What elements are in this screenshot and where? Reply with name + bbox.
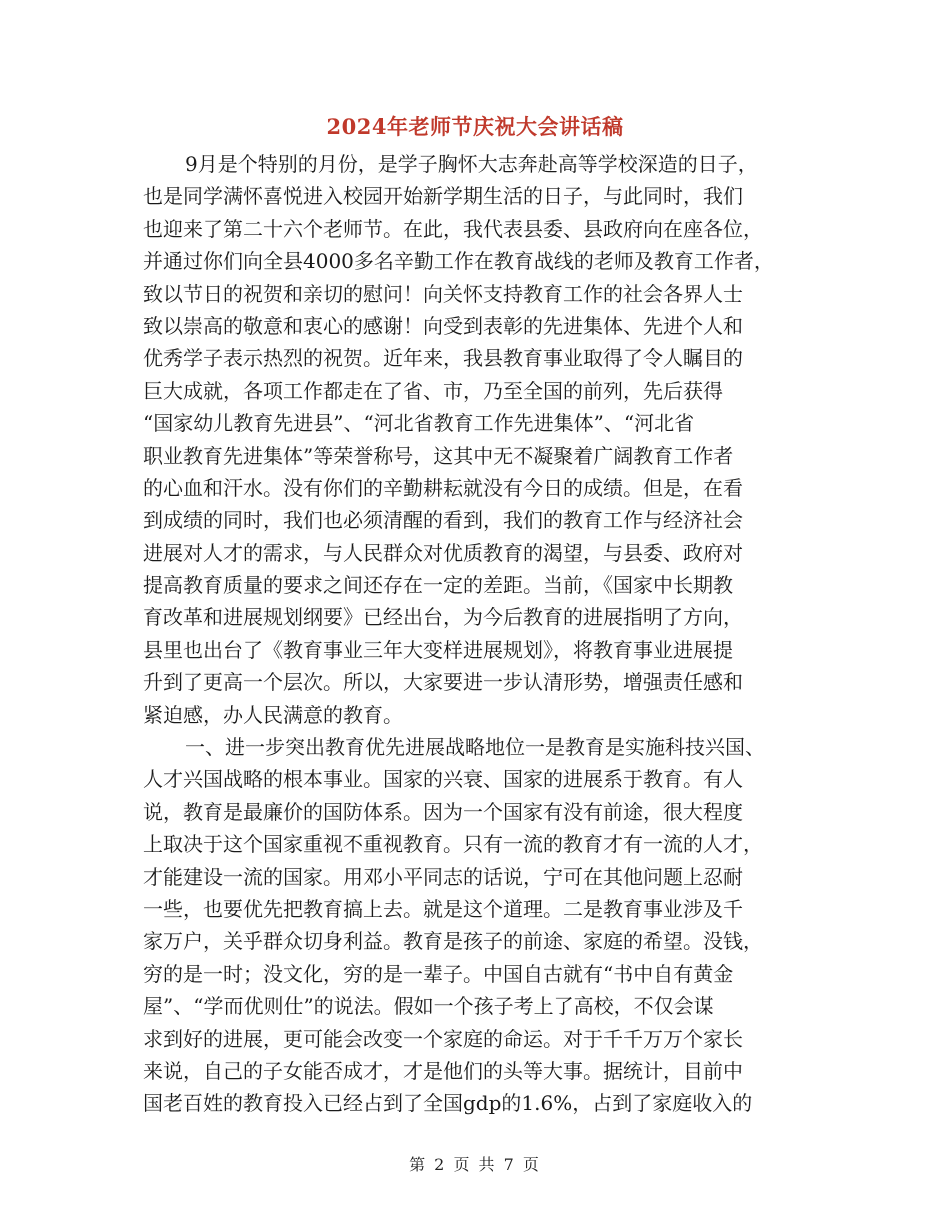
paragraph-line: 一些，也要优先把教育搞上去。就是这个道理。二是教育事业涉及千	[143, 896, 743, 921]
paragraph-line: 求到好的进展，更可能会改变一个家庭的命运。对于千千万万个家长	[143, 1026, 743, 1051]
paragraph-line: 到成绩的同时，我们也必须清醒的看到，我们的教育工作与经济社会	[143, 508, 743, 533]
paragraph-line: 职业教育先进集体”等荣誉称号，这其中无不凝聚着广阔教育工作者	[143, 443, 734, 468]
paragraph-line: 上取决于这个国家重视不重视教育。只有一流的教育才有一流的人才，	[143, 832, 763, 857]
paragraph-line: 才能建设一流的国家。用邓小平同志的话说，宁可在其他问题上忍耐	[143, 864, 743, 889]
paragraph-line: 一、进一步突出教育优先进展战略地位一是教育是实施科技兴国、	[185, 735, 765, 760]
paragraph-line: 的心血和汗水。没有你们的辛勤耕耘就没有今日的成绩。但是，在看	[143, 475, 743, 500]
paragraph-line: 说，教育是最廉价的国防体系。因为一个国家有没有前途，很大程度	[143, 799, 743, 824]
paragraph-line: 穷的是一时；没文化，穷的是一辈子。中国自古就有“书中自有黄金	[143, 961, 734, 986]
paragraph-line: 升到了更高一个层次。所以，大家要进一步认清形势，增强责任感和	[143, 670, 743, 695]
paragraph-line: 巨大成就，各项工作都走在了省、市，乃至全国的前列，先后获得	[143, 378, 723, 403]
paragraph-line: 育改革和进展规划纲要》已经出台，为今后教育的进展指明了方向，	[143, 605, 743, 630]
document-body	[143, 148, 803, 1120]
paragraph-line: 也是同学满怀喜悦进入校园开始新学期生活的日子，与此同时，我们	[143, 184, 743, 209]
paragraph-line: 来说，自己的子女能否成才，才是他们的头等大事。据统计，目前中	[143, 1058, 743, 1083]
page-footer: 第 2 页 共 7 页	[409, 1155, 541, 1174]
paragraph-line: 致以节日的祝贺和亲切的慰问！向关怀支持教育工作的社会各界人士	[143, 281, 743, 306]
paragraph-line: 县里也出台了《教育事业三年大变样进展规划》，将教育事业进展提	[143, 637, 733, 662]
paragraph-line: “国家幼儿教育先进县”、“河北省教育工作先进集体”、“河北省	[143, 411, 695, 436]
paragraph-line: 9月是个特别的月份，是学子胸怀大志奔赴高等学校深造的日子，	[185, 152, 758, 176]
paragraph-line: 并通过你们向全县4000多名辛勤工作在教育战线的老师及教育工作者，	[143, 249, 774, 274]
paragraph-line: 国老百姓的教育投入已经占到了全国gdp的1.6%，占到了家庭收入的	[143, 1091, 753, 1116]
paragraph-line: 也迎来了第二十六个老师节。在此，我代表县委、县政府向在座各位，	[143, 216, 763, 241]
paragraph-line: 提高教育质量的要求之间还存在一定的差距。当前，《国家中长期教	[143, 573, 733, 598]
paragraph-line: 优秀学子表示热烈的祝贺。近年来，我县教育事业取得了令人瞩目的	[143, 346, 743, 371]
paragraph-line: 紧迫感，办人民满意的教育。	[143, 702, 403, 727]
paragraph-line: 进展对人才的需求，与人民群众对优质教育的渴望，与县委、政府对	[143, 540, 743, 565]
paragraph-line: 家万户，关乎群众切身利益。教育是孩子的前途、家庭的希望。没钱，	[143, 929, 763, 954]
paragraph-line: 人才兴国战略的根本事业。国家的兴衰、国家的进展系于教育。有人	[143, 767, 743, 792]
paragraph-line: 屋”、“学而优则仕”的说法。假如一个孩子考上了高校，不仅会谋	[143, 994, 714, 1019]
paragraph-line: 致以崇高的敬意和衷心的感谢！向受到表彰的先进集体、先进个人和	[143, 313, 743, 338]
document-title: 2024年老师节庆祝大会讲话稿	[326, 114, 624, 139]
